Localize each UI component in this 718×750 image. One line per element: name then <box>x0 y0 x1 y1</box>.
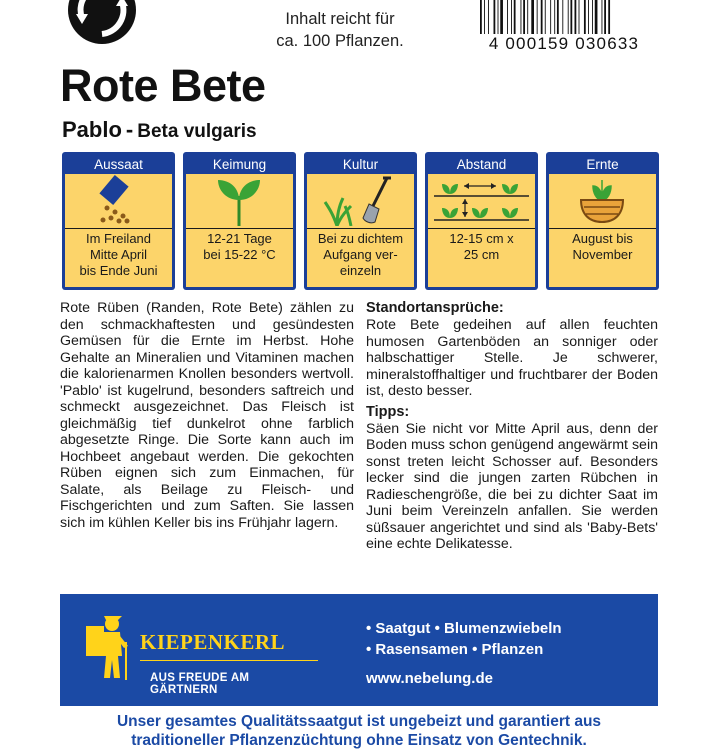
quality-statement <box>0 712 718 750</box>
sprout-icon <box>186 174 293 226</box>
product-range-line: • Rasensamen • Pflanzen <box>366 641 544 658</box>
subtitle-dash: - <box>125 117 134 142</box>
details-column <box>366 300 658 557</box>
barcode-bars-icon <box>478 0 650 34</box>
variety-name: Pablo <box>62 117 122 142</box>
info-box-kultur <box>304 152 417 290</box>
brand-name: KIEPENKERL <box>140 630 286 654</box>
info-box-heading: Abstand <box>456 157 507 172</box>
product-range-list <box>366 618 562 660</box>
info-boxes <box>62 152 659 290</box>
green-dot-recycling-icon <box>62 0 142 46</box>
description-text: Rote Rüben (Randen, Rote Bete) zählen zu den schmackhaftesten und gesündesten Gemüsen für die Ernte im Herbst. Hohe Gehalte an Mineralien und Vitaminen machen die kalorienarmen Knollen besonders wertvoll. 'Pablo' ist kugelrund, besonders saftreich und schmeckt ausgezeichnet. Das Fleisch ist gleichmäßig tief dunkelrot ohne farblich abgesetzte Ringe. Die Sorte kann auch im Hochbeet angebaut werden. Die gekochten Rüben eignen sich zum Einmachen, für Salate, als Beilage zu Fleisch- und Fischgerichten und zum Saften. Sie lassen sich im kühlen Keller bis ins Frühjahr lagern. <box>60 300 354 531</box>
latin-name: Beta vulgaris <box>137 121 257 142</box>
harvest-basket-icon <box>549 174 656 226</box>
product-range-line: • Saatgut • Blumenzwiebeln <box>366 620 562 637</box>
product-title: Rote Bete <box>60 60 266 111</box>
kiepenkerl-figure-icon <box>82 612 130 682</box>
location-heading: Standortansprüche: <box>366 300 504 316</box>
barcode <box>478 0 650 58</box>
info-box-heading: Kultur <box>342 157 379 172</box>
product-subtitle <box>62 117 257 143</box>
quality-statement-line: traditioneller Pflanzenzüchtung ohne Einsatz von Gentechnik. <box>131 732 587 749</box>
seed-packet-icon <box>65 174 172 226</box>
info-box-heading: Ernte <box>586 157 619 172</box>
location-text: Rote Bete gedeihen auf allen feuchten humosen Gartenböden an sonniger oder halbschattiger Stelle. Je schwerer, mineralstoffhaltiger und fruchtbarer der Boden ist, desto besser. <box>366 317 658 399</box>
shovel-icon <box>307 174 414 226</box>
info-box-abstand <box>425 152 538 290</box>
barcode-number: 4 000159 030633 <box>488 34 640 53</box>
info-box-text-line: 12-15 cm x <box>449 231 514 246</box>
info-box-aussaat <box>62 152 175 290</box>
info-box-text-line: Bei zu dichtem <box>317 231 404 246</box>
info-box-text-line: bei 15-22 °C <box>203 247 276 262</box>
tips-text: Säen Sie nicht vor Mitte April aus, denn der Boden muss schon genügend angewärmt sein sonst treten leicht Schosser auf. Besonders lecker sind die jungen zarten Rübchen in Radieschengröße, die bei zu dichter Saat im Juni beim Vereinzeln anfallen. Sie werden süßsauer angerichtet und sind als 'Baby-Bets' eine echte Delikatesse. <box>366 420 658 552</box>
quality-statement-line: Unser gesamtes Qualitätssaatgut ist ungebeizt und garantiert aus <box>116 713 602 730</box>
info-box-heading: Keimung <box>212 157 267 172</box>
content-amount: Inhalt reicht für ca. 100 Pflanzen. <box>276 10 404 50</box>
info-box-heading: Aussaat <box>94 157 143 172</box>
info-box-text-line: Im Freiland <box>85 231 152 246</box>
description-column <box>60 300 354 535</box>
kiepenkerl-logo <box>80 608 308 698</box>
info-box-text-line: 12-21 Tage <box>207 231 272 246</box>
info-box-text-line: November <box>572 247 633 262</box>
info-box-keimung <box>183 152 296 290</box>
brand-slogan: AUS FREUDE AM GÄRTNERN <box>150 672 250 696</box>
info-box-text-line: Aufgang ver- <box>323 247 398 262</box>
info-box-text-line: Mitte April <box>89 247 148 262</box>
info-box-text-line: 25 cm <box>463 247 500 262</box>
info-box-text-line: einzeln <box>339 263 382 278</box>
spacing-icon <box>428 174 535 226</box>
tips-heading: Tipps: <box>366 403 410 420</box>
website-link[interactable]: www.nebelung.de <box>366 670 493 687</box>
info-box-ernte <box>546 152 659 290</box>
info-box-text-line: bis Ende Juni <box>79 263 158 278</box>
brand-banner <box>60 594 658 706</box>
info-box-text-line: August bis <box>572 231 633 246</box>
